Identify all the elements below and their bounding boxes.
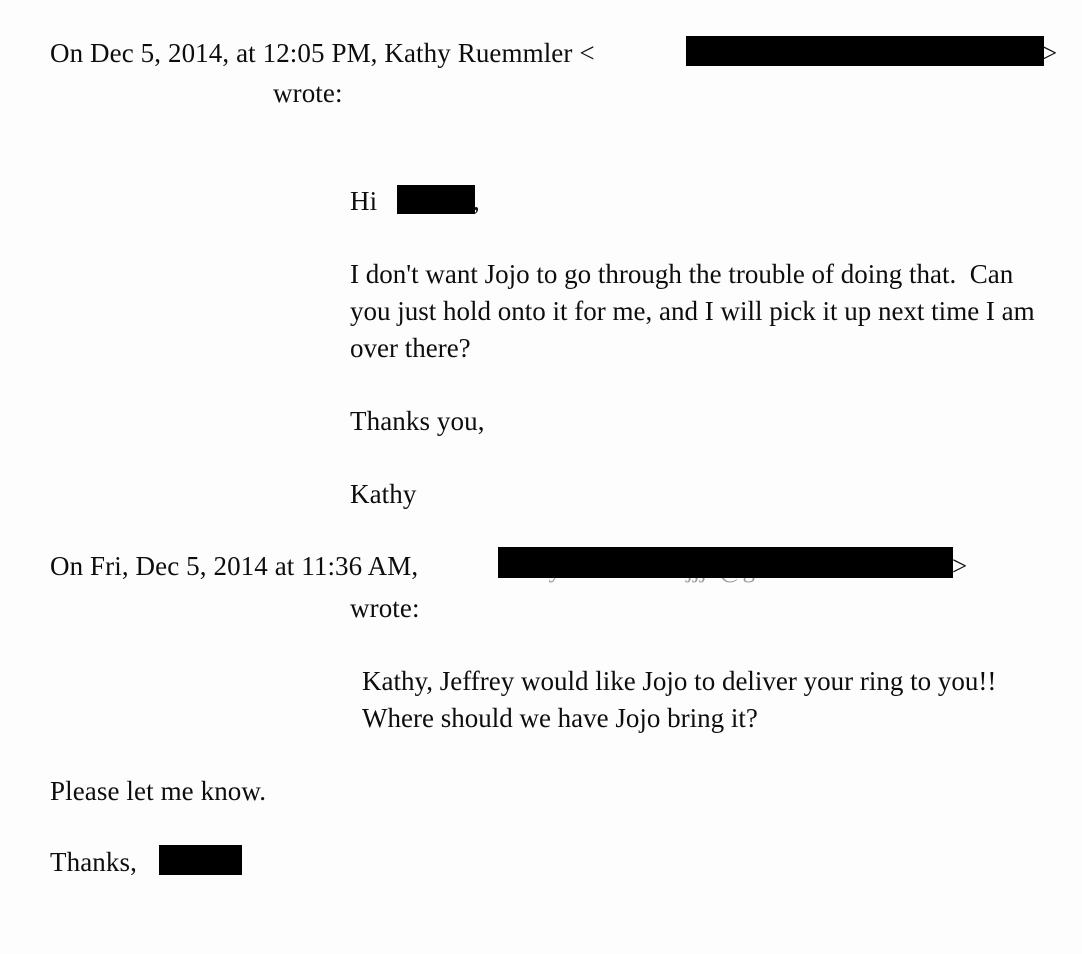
body-paragraph-3: Kathy, Jeffrey would like Jojo to deliver your ring to you!! Where should we have Jojo bring it?: [362, 666, 1010, 733]
redaction-bar-sender-2: [498, 547, 953, 578]
quote-header-1-line-1: On Dec 5, 2014, at 12:05 PM, Kathy Ruemmler <: [50, 38, 595, 68]
quote-header-2-line-1: On Fri, Dec 5, 2014 at 11:36 AM,: [50, 551, 426, 581]
quote-header-1-angle-close: >: [1042, 38, 1058, 68]
greeting-comma: ,: [473, 186, 480, 216]
body-paragraph-4: Please let me know.: [50, 776, 267, 806]
greeting-text: Hi: [350, 186, 385, 216]
body-paragraph-1: I don't want Jojo to go through the trouble of doing that. Can you just hold onto it for me, and I will pick it up next time I am over there?: [350, 259, 1042, 363]
quote-header-2-line-2: wrote:: [350, 593, 420, 623]
redaction-bar-recipient-name: [397, 185, 475, 214]
signature-1: Kathy: [350, 479, 417, 509]
closing-text: Thanks,: [50, 847, 144, 877]
redaction-bar-sender-1: [686, 36, 1044, 66]
redaction-bar-closing-name: [159, 845, 242, 875]
quote-header-2-angle-close: >: [952, 551, 968, 581]
quote-header-1-line-2: wrote:: [273, 78, 343, 108]
body-paragraph-2: Thanks you,: [350, 406, 485, 436]
